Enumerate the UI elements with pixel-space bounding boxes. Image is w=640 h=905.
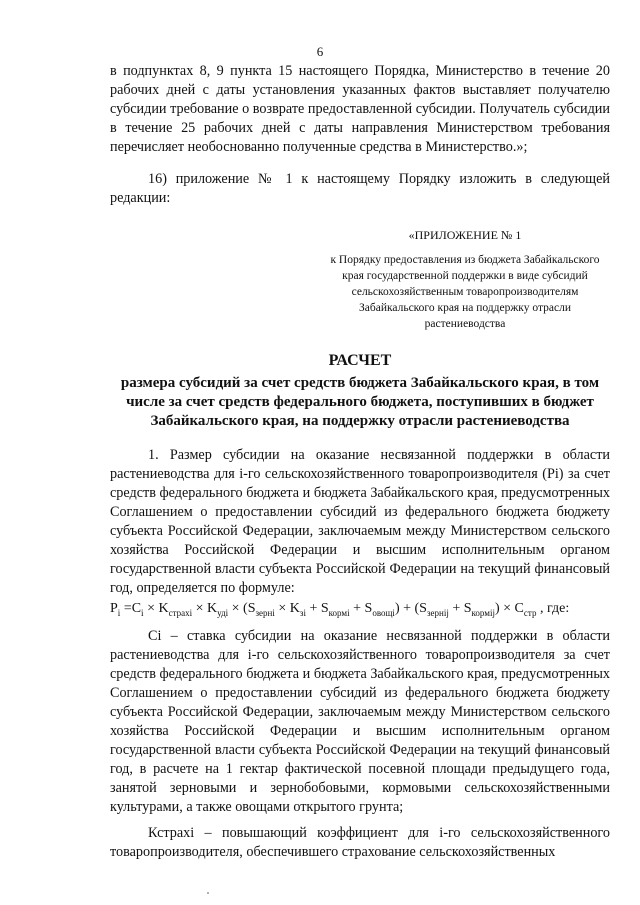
formula-sub-korm: кормi	[328, 607, 350, 618]
formula-op: ) × C	[495, 601, 524, 616]
item-16-paragraph	[110, 170, 610, 208]
formula-sub-zi: зi	[299, 607, 306, 618]
formula-op: + S	[448, 601, 472, 616]
paragraph-k-text: Кстрахi – повышающий коэффициент для i-го сельскохозяйственного товаропроизводителя, обеспечившего страхование сельскохозяйственных	[110, 825, 610, 860]
formula-sub-i-2: i	[141, 607, 144, 618]
formula-op: × K	[143, 601, 169, 616]
paragraph-1-text: 1. Размер субсидии на оказание несвязанной поддержки в области растениеводства для i-го сельскохозяйственного товаропроизводителя (Pi) за счет средств федерального бюджета и бюджета Забайкальского края, предусмотренных Соглашением о предоставлении субсидий из федерального бюджета бюджету субъекта Российской Федерации, заключаемым между Министерством сельского хозяйства Российской Федерации и высшим исполнительным органом государственной власти субъекта Российской Федерации на текущий финансовый год, определяется по формуле:	[110, 447, 610, 596]
paragraph-1	[110, 446, 610, 598]
paragraph-ci	[110, 627, 610, 817]
paragraph-k	[110, 824, 610, 862]
formula-op: + S	[349, 601, 373, 616]
formula-op: × (S	[228, 601, 256, 616]
annex-title: «ПРИЛОЖЕНИЕ № 1	[408, 228, 522, 242]
scan-speck	[207, 892, 209, 894]
heading-subtitle: размера субсидий за счет средств бюджета Забайкальского края, в том числе за счет средств федерального бюджета, поступивших в бюджет Забайкальского края, на поддержку отрасли растениеводства	[120, 375, 600, 429]
formula-op: × K	[192, 601, 218, 616]
page-number: 6	[316, 44, 324, 59]
formula-p: P	[110, 601, 118, 616]
paragraph-ci-text: Ci – ставка субсидии на оказание несвязанной поддержки в области растениеводства для i-го сельскохозяйственного товаропроизводителя за счет средств федерального бюджета и бюджета Забайкальского края, предусмотренных Соглашением о предоставлении субсидий из федерального бюджета бюджету субъекта Российской Федерации, заключаемым между Министерством сельского хозяйства Российской Федерации и высшим исполнительным органом государственной власти субъекта Российской Федерации на текущий финансовый год, в расчете на 1 гектар фактической посевной площади предыдущего года, занятой зерновыми и зернобобовыми, кормовыми сельскохозяйственными культурами, а также овощами открытого грунта;	[110, 628, 610, 815]
formula-eq: =C	[120, 601, 142, 616]
formula-op: ) + (S	[394, 601, 427, 616]
intro-paragraph	[110, 62, 610, 157]
formula-sub-ud: удi	[217, 607, 229, 618]
formula-tail: , где:	[536, 601, 570, 616]
heading-title: РАСЧЕТ	[328, 352, 392, 369]
formula-op: × K	[274, 601, 300, 616]
formula-sub-zernij: зернij	[426, 607, 449, 618]
formula-sub-strah: страхi	[168, 607, 193, 618]
formula-sub-kormij: кормij	[471, 607, 495, 618]
formula-sub-str: стр	[523, 607, 537, 618]
item-16-text: 16) приложение № 1 к настоящему Порядку изложить в следующей редакции:	[110, 171, 610, 206]
formula-sub-zern: зернi	[255, 607, 275, 618]
formula-op: + S	[305, 601, 329, 616]
annex-text: к Порядку предоставления из бюджета Забайкальского края государственной поддержки в виде субсидий сельскохозяйственным товаропроизводителям Забайкальского края на поддержку отрасли растениеводства	[330, 254, 600, 330]
formula-sub-i: i	[117, 607, 121, 618]
intro-text: в подпунктах 8, 9 пункта 15 настоящего Порядка, Министерство в течение 20 рабочих дней с даты установления указанных фактов выставляет получателю субсидии требование о возврате предоставленной субсидии. Получатель субсидии в течение 25 рабочих дней с даты направления Министерством требования перечисляет необоснованно полученные средства в Министерство.»;	[110, 63, 610, 155]
formula-sub-ovosh: овощi	[372, 607, 395, 618]
formula	[110, 601, 610, 618]
